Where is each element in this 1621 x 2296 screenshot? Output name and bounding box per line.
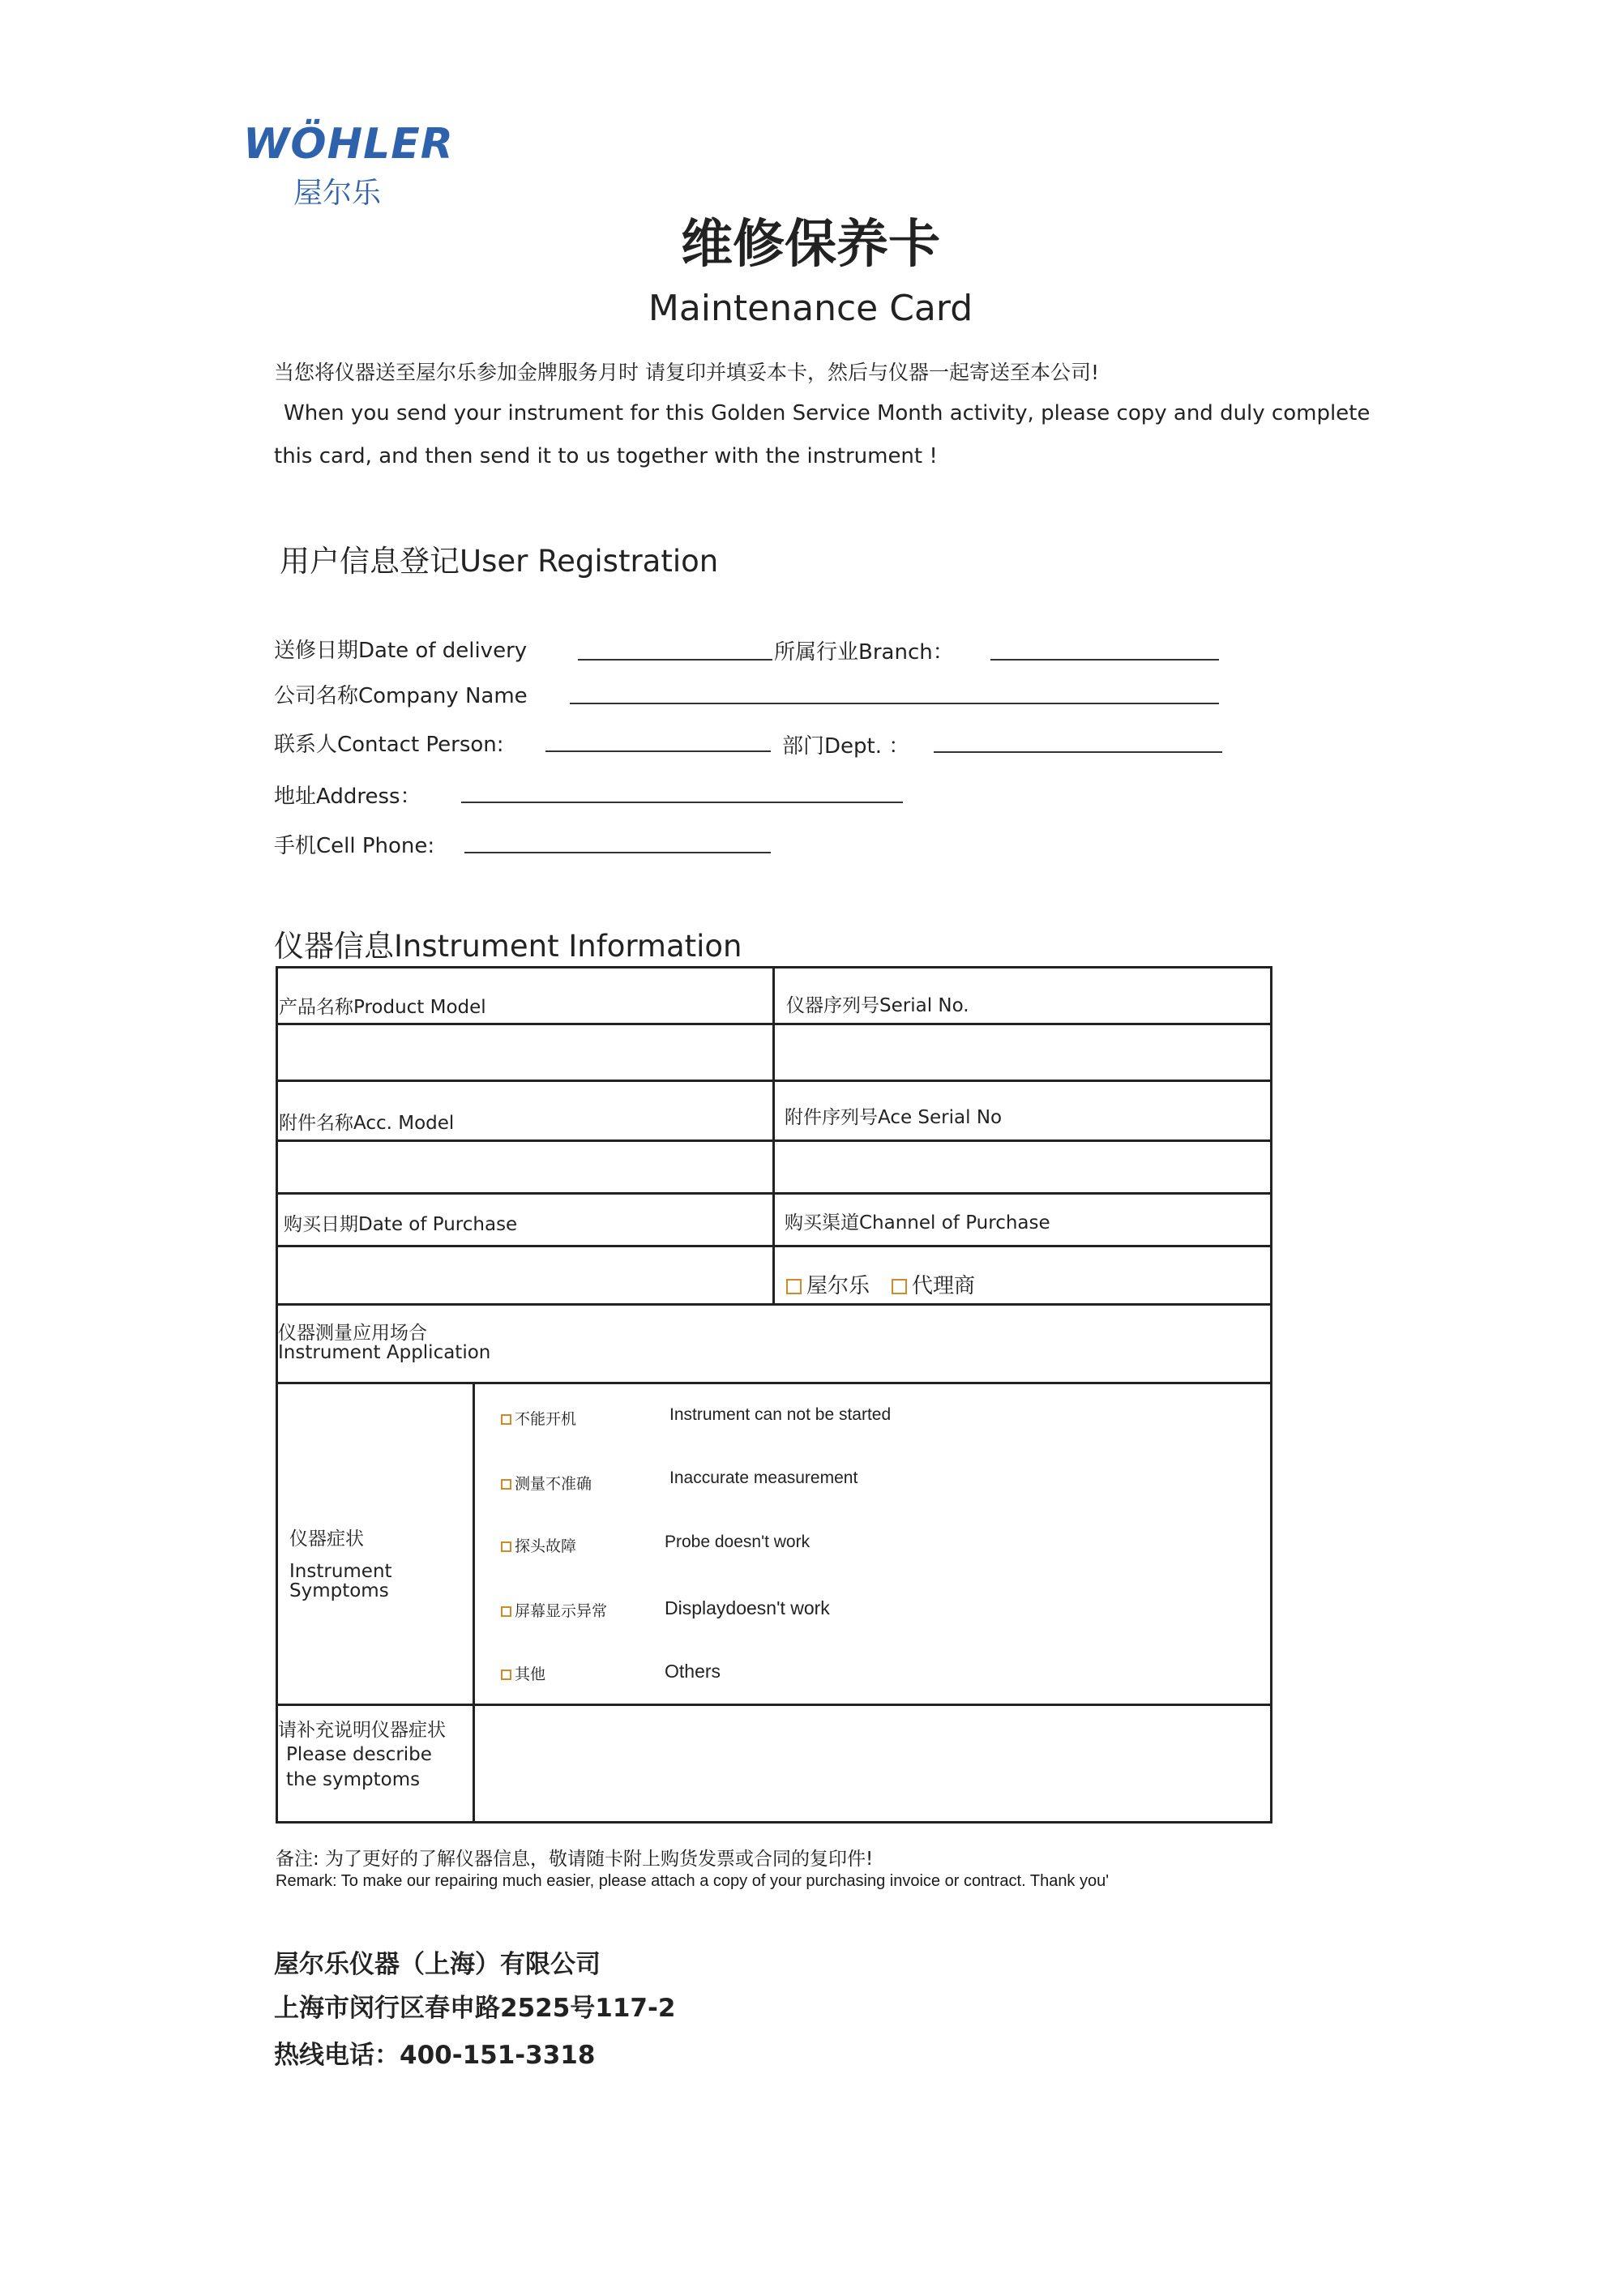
serial-no-label: 仪器序列号Serial No.: [786, 995, 969, 1016]
company-name-label: 公司名称Company Name: [274, 684, 528, 708]
delivery-date-field[interactable]: [578, 659, 772, 661]
remark-cn: 备注: 为了更好的了解仪器信息，敬请随卡附上购货发票或合同的复印件!: [276, 1849, 874, 1870]
address-label: 地址Address：: [274, 785, 421, 809]
intro-en-line1: When you send your instrument for this Golden Service Month activity, please copy and duly complete: [284, 401, 1371, 425]
application-label-en: Instrument Application: [278, 1342, 491, 1363]
symptom-option-1[interactable]: 不能开机: [501, 1407, 576, 1429]
footer-address: 上海市闵行区春申路2525号117-2: [274, 1994, 676, 2023]
acc-model-label: 附件名称Acc. Model: [279, 1113, 455, 1134]
symptom-option-2[interactable]: 测量不准确: [501, 1472, 592, 1494]
page-title-cn: 维修保养卡: [681, 215, 940, 275]
checkbox-icon[interactable]: [501, 1479, 511, 1490]
symptom-option-5[interactable]: 其他: [501, 1662, 545, 1684]
user-registration-heading: 用户信息登记User Registration: [280, 544, 719, 579]
checkbox-icon[interactable]: [501, 1414, 511, 1425]
intro-en-line2: this card, and then send it to us together with the instrument !: [274, 444, 938, 468]
brand-logo-cn: 屋尔乐: [293, 177, 382, 210]
purchase-date-field[interactable]: [278, 1247, 772, 1303]
symptom-label-en-4: Displaydoesn't work: [665, 1597, 830, 1618]
page-title-en: Maintenance Card: [648, 288, 973, 329]
serial-no-field[interactable]: [775, 1025, 1270, 1080]
cell-phone-field[interactable]: [464, 852, 771, 853]
application-label-cn: 仪器测量应用场合: [278, 1323, 427, 1344]
checkbox-icon[interactable]: [501, 1670, 511, 1680]
contact-person-field[interactable]: [545, 750, 771, 752]
company-name-field[interactable]: [570, 703, 1219, 704]
channel-option-agent[interactable]: 代理商: [892, 1269, 975, 1299]
dept-label: 部门Dept. ：: [782, 734, 910, 759]
remark-en: Remark: To make our repairing much easier, please attach a copy of your purchasing invoice or contract. Thank you': [276, 1872, 1110, 1890]
product-model-field[interactable]: [278, 1025, 772, 1080]
address-field[interactable]: [461, 802, 903, 803]
acc-model-field[interactable]: [278, 1142, 772, 1192]
cell-phone-label: 手机Cell Phone:: [274, 834, 435, 858]
symptoms-label-en-2: Symptoms: [289, 1580, 389, 1601]
symptom-option-4[interactable]: 屏幕显示异常: [501, 1599, 607, 1621]
footer-company: 屋尔乐仪器（上海）有限公司: [274, 1950, 601, 1979]
acc-serial-label: 附件序列号Ace Serial No: [785, 1107, 1003, 1128]
acc-serial-field[interactable]: [775, 1142, 1270, 1192]
channel-option-wohler[interactable]: 屋尔乐: [786, 1269, 870, 1299]
branch-field[interactable]: [990, 659, 1219, 661]
contact-person-label: 联系人Contact Person:: [274, 733, 504, 757]
symptom-label-en-1: Instrument can not be started: [669, 1405, 892, 1424]
checkbox-icon[interactable]: [501, 1541, 511, 1552]
symptom-option-3[interactable]: 探头故障: [501, 1534, 576, 1556]
footer-hotline: 热线电话：400-151-3318: [274, 2041, 596, 2070]
branch-label: 所属行业Branch：: [774, 640, 954, 665]
checkbox-icon[interactable]: [786, 1279, 802, 1294]
symptoms-label-cn: 仪器症状: [289, 1529, 364, 1550]
describe-label-cn: 请补充说明仪器症状: [278, 1720, 446, 1741]
dept-field[interactable]: [934, 751, 1222, 753]
symptom-label-en-2: Inaccurate measurement: [669, 1469, 858, 1487]
product-model-label: 产品名称Product Model: [279, 997, 486, 1018]
purchase-channel-label: 购买渠道Channel of Purchase: [785, 1212, 1050, 1234]
checkbox-icon[interactable]: [892, 1279, 907, 1294]
describe-label-en-2: the symptoms: [286, 1769, 421, 1790]
symptoms-label-en-1: Instrument: [289, 1561, 392, 1582]
purchase-date-label: 购买日期Date of Purchase: [284, 1214, 518, 1235]
delivery-date-label: 送修日期Date of delivery: [274, 639, 528, 663]
symptom-label-en-5: Others: [665, 1661, 721, 1682]
instrument-info-heading: 仪器信息Instrument Information: [274, 929, 742, 964]
brand-logo: WÖHLER: [243, 120, 454, 169]
checkbox-icon[interactable]: [501, 1606, 511, 1617]
symptom-label-en-3: Probe doesn't work: [665, 1533, 810, 1551]
describe-label-en-1: Please describe: [286, 1744, 432, 1765]
describe-symptoms-field[interactable]: [475, 1706, 1270, 1821]
intro-cn: 当您将仪器送至屋尔乐参加金牌服务月时 请复印并填妥本卡，然后与仪器一起寄送至本公司!: [274, 361, 1099, 384]
